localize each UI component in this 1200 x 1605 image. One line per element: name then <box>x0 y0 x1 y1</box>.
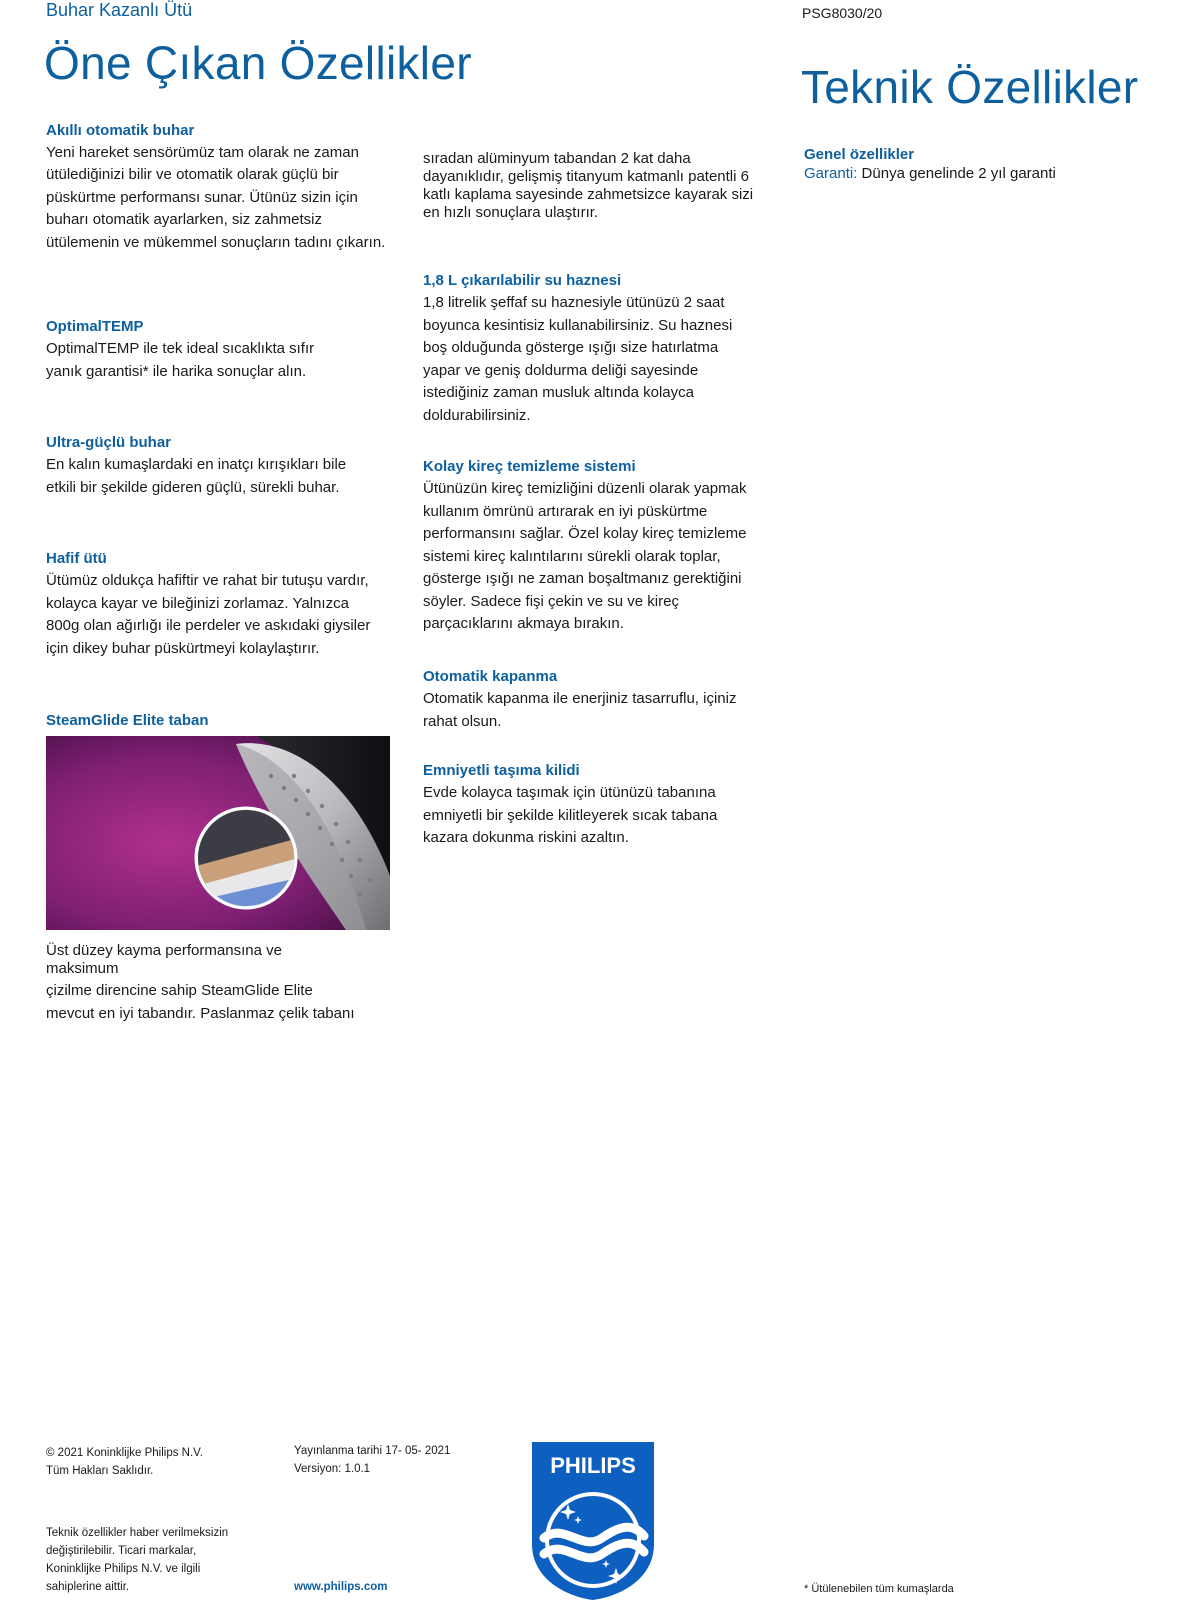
feature-line: Ütünüzün kireç temizliğini düzenli olarak yapmak <box>423 480 747 497</box>
feature-title: Ultra-güçlü buhar <box>46 434 172 451</box>
feature-line: Yeni hareket sensörümüz tam olarak ne zaman <box>46 144 359 161</box>
spec-warranty-row <box>804 164 1164 183</box>
feature-line: En kalın kumaşlardaki en inatçı kırışıkları bile <box>46 456 347 473</box>
page-title-specs: Teknik Özellikler <box>801 61 1139 113</box>
feature-line: maksimum <box>46 960 119 977</box>
feature-line: sistemi kireç kalıntılarını sürekli olarak toplar, <box>423 547 721 565</box>
feature-title: Hafif ütü <box>46 550 107 567</box>
feature-line: yapar ve geniş doldurma deliği sayesinde <box>423 361 699 379</box>
feature-auto-off <box>423 668 783 733</box>
copyright-line: Tüm Hakları Saklıdır. <box>46 1465 154 1477</box>
logo-wordmark: PHILIPS <box>550 1453 636 1478</box>
feature-line: emniyetli bir şekilde kilitleyerek sıcak tabana <box>423 806 718 824</box>
feature-line: parçacıklarını akmaya bırakın. <box>423 615 624 632</box>
website-link[interactable]: www.philips.com <box>294 1581 388 1593</box>
legal-line: değiştirilebilir. Ticari markalar, <box>46 1545 197 1557</box>
spec-warranty-label: Garanti <box>804 165 854 182</box>
feature-water-tank <box>423 272 783 427</box>
feature-line: Evde kolayca taşımak için ütünüzü tabanına <box>423 784 716 801</box>
philips-logo <box>530 1440 656 1600</box>
feature-soleplate-text <box>46 942 406 1025</box>
feature-title: SteamGlide Elite taban <box>46 712 209 729</box>
feature-title: Kolay kireç temizleme sistemi <box>423 458 636 475</box>
feature-line: söyler. Sadece fişi çekin ve su ve kireç <box>423 592 679 610</box>
feature-line: sıradan alüminyum tabandan 2 kat daha <box>423 150 691 167</box>
feature-line: kolayca kayar ve bileğinizi zorlamaz. Yalnızca <box>46 594 349 612</box>
feature-line: en hızlı sonuçlara ulaştırır. <box>423 204 599 221</box>
feature-line: Otomatik kapanma ile enerjiniz tasarruflu, içiniz <box>423 690 737 707</box>
feature-safety-lock <box>423 762 783 850</box>
page-title-features: Öne Çıkan Özellikler <box>44 37 472 89</box>
feature-line: boyunca kesintisiz kullanabilirsiniz. Su haznesi <box>423 316 733 334</box>
legal-line: Koninklijke Philips N.V. ve ilgili <box>46 1563 201 1575</box>
feature-line: istediğiniz zaman musluk altında kolayca <box>423 384 694 401</box>
version-label: Versiyon: 1.0.1 <box>294 1463 371 1475</box>
feature-light-iron <box>46 550 406 660</box>
feature-line: yanık garantisi* ile harika sonuçlar alın. <box>46 362 307 380</box>
soleplate-image <box>46 736 390 930</box>
feature-soleplate-title-block <box>46 712 406 732</box>
feature-line: ütülediğinizi bilir ve otomatik olarak güçlü bir <box>46 166 339 184</box>
model-number: PSG8030/20 <box>802 5 883 21</box>
feature-soleplate-continuation <box>423 150 783 222</box>
feature-line: dayanıklıdır, gelişmiş titanyum katmanlı patentli 6 <box>423 168 749 185</box>
feature-line: ütülemenin ve mükemmel sonuçların tadını çıkarın. <box>46 233 386 251</box>
feature-title: Otomatik kapanma <box>423 668 558 685</box>
feature-line: etkili bir şekilde gideren güçlü, sürekli buhar. <box>46 478 340 496</box>
feature-title: Emniyetli taşıma kilidi <box>423 762 580 779</box>
feature-line: mevcut en iyi tabandır. Paslanmaz çelik tabanı <box>46 1004 355 1022</box>
spec-section-title: Genel özellikler <box>804 146 915 163</box>
footnote: * Ütülenebilen tüm kumaşlarda <box>804 1583 954 1595</box>
spec-general-section <box>804 146 1164 183</box>
feature-line: rahat olsun. <box>423 712 502 730</box>
publish-date: Yayınlanma tarihi 17- 05- 2021 <box>294 1445 451 1457</box>
footer-website[interactable] <box>294 1578 388 1596</box>
spec-colon: : <box>853 165 858 182</box>
feature-line: kazara dokunma riskini azaltın. <box>423 829 629 846</box>
feature-title: 1,8 L çıkarılabilir su haznesi <box>423 272 622 289</box>
product-category: Buhar Kazanlı Ütü <box>46 0 193 20</box>
feature-line: çizilme direncine sahip SteamGlide Elite <box>46 982 313 999</box>
feature-line: Üst düzey kayma performansına ve <box>46 942 282 959</box>
feature-title: OptimalTEMP <box>46 318 144 335</box>
spec-warranty-value: Dünya genelinde 2 yıl garanti <box>861 165 1056 182</box>
feature-optimaltemp <box>46 318 406 383</box>
feature-line: Ütümüz oldukça hafiftir ve rahat bir tutuşu vardır, <box>46 572 369 589</box>
legal-line: sahiplerine aittir. <box>46 1581 130 1593</box>
footer-legal <box>46 1524 228 1596</box>
feature-line: doldurabilirsiniz. <box>423 406 531 424</box>
feature-ultra-steam <box>46 434 406 499</box>
copyright-line: © 2021 Koninklijke Philips N.V. <box>46 1447 203 1459</box>
feature-line: püskürtme performansı sunar. Ütünüz sizin için <box>46 188 358 206</box>
legal-line: Teknik özellikler haber verilmeksizin <box>46 1527 229 1539</box>
feature-line: boş olduğunda gösterge ışığı size hatırlatma <box>423 339 719 356</box>
feature-line: katlı kaplama sayesinde zahmetsizce kayarak sizi <box>423 186 754 203</box>
feature-line: 800g olan ağırlığı ile perdeler ve askıdaki giysiler <box>46 617 371 634</box>
feature-line: kullanım ömrünü artırarak en iyi püskürtme <box>423 502 708 520</box>
feature-line: OptimalTEMP ile tek ideal sıcaklıkta sıfır <box>46 340 315 357</box>
feature-smart-steam <box>46 122 416 254</box>
footer-copyright <box>46 1444 203 1480</box>
footer-publish-info <box>294 1442 450 1478</box>
feature-title: Akıllı otomatik buhar <box>46 122 195 139</box>
feature-line: 1,8 litrelik şeffaf su haznesiyle ütünüzü 2 saat <box>423 294 725 311</box>
feature-line: buharı otomatik ayarlarken, siz zahmetsiz <box>46 211 322 229</box>
feature-line: için dikey buhar püskürtmeyi kolaylaştırır. <box>46 639 320 657</box>
feature-line: performansını sağlar. Özel kolay kireç temizleme <box>423 525 747 542</box>
feature-calc-clean <box>423 458 783 636</box>
feature-line: gösterge ışığı ne zaman boşaltmanız gerektiğini <box>423 570 742 587</box>
